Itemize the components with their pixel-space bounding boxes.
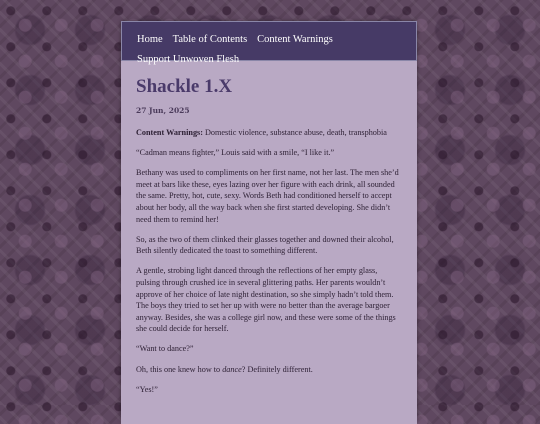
paragraph-7: “Yes!”: [136, 384, 158, 394]
content-warnings: [136, 127, 402, 139]
paragraph-6: [136, 364, 402, 376]
paragraph-6-emphasis: dance: [222, 364, 242, 374]
top-navigation: [121, 21, 417, 65]
nav-table-of-contents-link[interactable]: Table of Contents: [172, 34, 248, 45]
post-title: Shackle 1.X: [136, 76, 233, 97]
paragraph-1: “Cadman means fighter,” Louis said with a smile, “I like it.”: [136, 148, 335, 158]
paragraph-6-post: ? Definitely different.: [241, 364, 313, 374]
content-warnings-label: Content Warnings:: [136, 128, 203, 137]
content-warnings-text: Domestic violence, substance abuse, death, transphobia: [202, 128, 387, 137]
paragraph-6-pre: Oh, this one knew how to: [136, 364, 223, 374]
paragraph-4: A gentle, strobing light danced through the reflections of her empty glass, pulsing through crushed ice in several glittering paths. Her parents wouldn’t approve of her choice of late night destination, so she simply hadn’t told them. The boys they tried to set her up with were no better than the average bargoer anyway. Besides, she was a college girl now, and these were some of the things she could decide for herself.: [136, 266, 396, 334]
nav-home-link[interactable]: Home: [137, 34, 163, 45]
paragraph-2: Bethany was used to compliments on her first name, not her last. The men she’d meet at bars like these, eyes lazing over her figure with each drink, all sounded the same. Pretty, hot, cute, sexy. Words Beth had conditioned herself to accept about her body, all the way back when she first started developing. She didn’t need them to remind her!: [136, 168, 399, 224]
post-content: [121, 64, 417, 424]
nav-support-link[interactable]: Support Unwoven Flesh: [137, 54, 240, 65]
nav-content-warnings-link[interactable]: Content Warnings: [257, 34, 333, 45]
page-container: [121, 21, 417, 421]
paragraph-5: “Want to dance?”: [136, 344, 194, 354]
paragraph-3: So, as the two of them clinked their glasses together and downed their alcohol, Beth silently dedicated the toast to something different.: [136, 234, 394, 256]
post-date: 27 Jun, 2025: [136, 106, 190, 115]
